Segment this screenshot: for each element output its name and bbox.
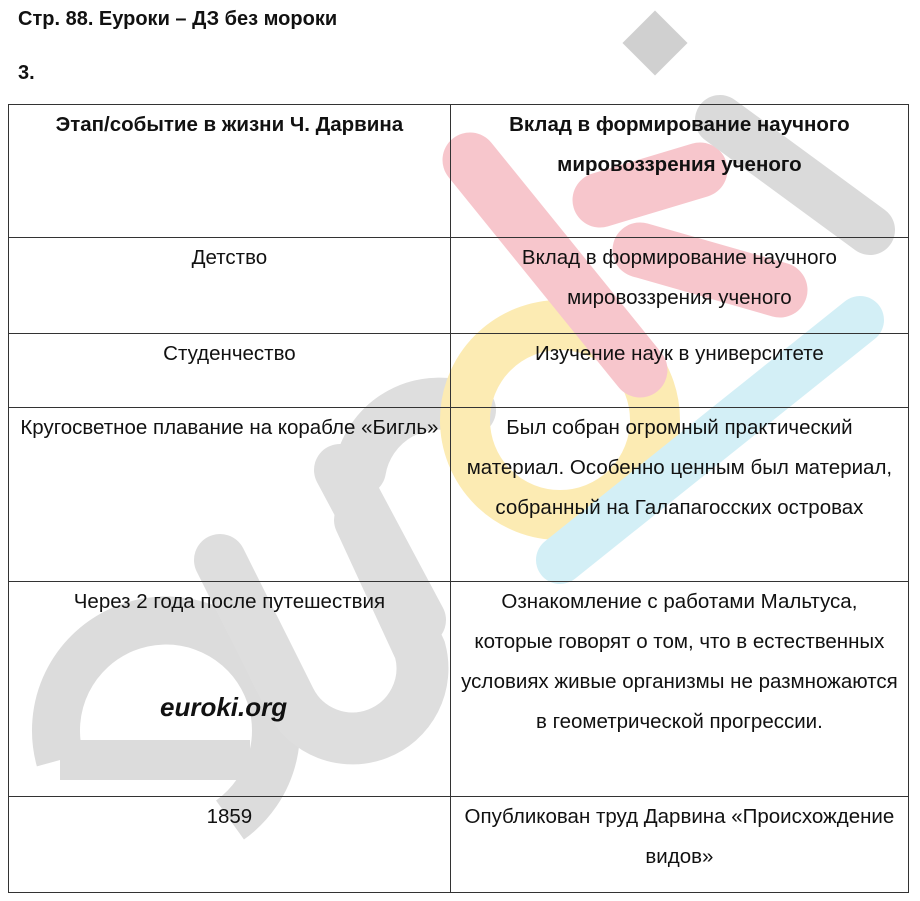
- table-row: [9, 334, 909, 408]
- cell-stage: 1859: [9, 797, 451, 893]
- cell-contribution: Изучение наук в университете: [450, 334, 908, 408]
- page-header: Стр. 88. Еуроки – ДЗ без мороки: [18, 8, 338, 30]
- table-row: [9, 238, 909, 334]
- header-contribution: Вклад в формирование научного мировоззрения ученого: [450, 105, 908, 238]
- cell-contribution: Был собран огромный практический материал. Особенно ценным был материал, собранный на Галапагосских островах: [450, 408, 908, 582]
- table-header-row: [9, 105, 909, 238]
- cell-contribution: Вклад в формирование научного мировоззрения ученого: [450, 238, 908, 334]
- table-row: [9, 408, 909, 582]
- cell-stage: Кругосветное плавание на корабле «Бигль»: [9, 408, 451, 582]
- site-watermark-text: euroki.org: [160, 692, 288, 722]
- cell-contribution: Опубликован труд Дарвина «Происхождение видов»: [450, 797, 908, 893]
- task-number: 3.: [18, 62, 35, 84]
- darwin-table: [8, 104, 909, 893]
- watermark-dot: [622, 10, 687, 75]
- header-stage: Этап/событие в жизни Ч. Дарвина: [9, 105, 451, 238]
- cell-contribution: Ознакомление с работами Мальтуса, которые говорят о том, что в естественных условиях живые организмы не размножаются в геометрической прогрессии.: [450, 582, 908, 797]
- cell-stage: Детство: [9, 238, 451, 334]
- table-row: [9, 582, 909, 797]
- cell-stage: Студенчество: [9, 334, 451, 408]
- cell-stage: Через 2 года после путешествия: [9, 582, 451, 797]
- table-row: [9, 797, 909, 893]
